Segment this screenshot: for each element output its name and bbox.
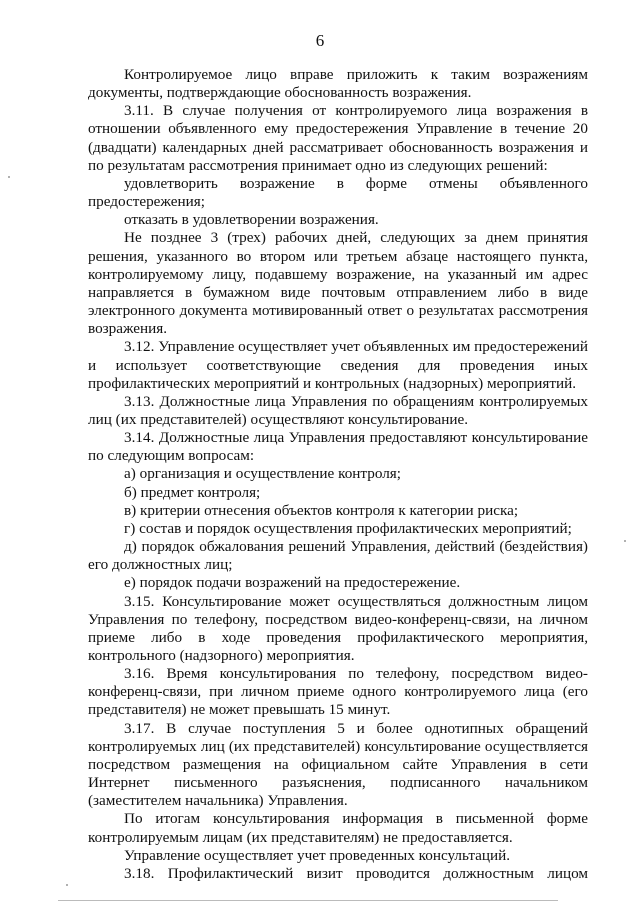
scan-speck <box>8 176 10 178</box>
paragraph: 3.15. Консультирование может осуществляться должностным лицом Управления по телефону, посредством видео-конференц-связи, на личном приеме либо в ходе проведения профилактического мероприятия, контрольного (надзорного) мероприятия. <box>88 592 588 664</box>
page-number: 6 <box>315 31 325 50</box>
scan-edge-line <box>58 900 558 901</box>
document-body <box>88 66 588 883</box>
list-item: д) порядок обжалования решений Управления, действий (бездействия) его должностных лиц; <box>88 538 588 574</box>
paragraph: Не позднее 3 (трех) рабочих дней, следующих за днем принятия решения, указанного во втором или третьем абзаце настоящего пункта, контролируемому лицу, подавшему возражение, на указанный им адрес направляется в бумажном виде почтовым отправлением либо в виде электронного документа мотивированный ответ о результатах рассмотрения возражения. <box>88 229 588 338</box>
paragraph: 3.11. В случае получения от контролируемого лица возражения в отношении объявленного ему предостережения Управление в течение 20 (двадцати) календарных дней рассматривает обоснованность возражения и по результатам рассмотрения принимает одно из следующих решений: <box>88 102 588 174</box>
list-item: а) организация и осуществление контроля; <box>124 465 402 483</box>
list-item: б) предмет контроля; <box>124 483 261 501</box>
paragraph: 3.17. В случае поступления 5 и более однотипных обращений контролируемых лиц (их представителей) консультирование осуществляется посредством размещения на официальном сайте Управления в сети Интернет письменного разъяснения, подписанного начальником (заместителем начальника) Управления. <box>88 719 588 810</box>
scan-speck <box>624 540 626 542</box>
list-item: г) состав и порядок осуществления профилактических мероприятий; <box>124 519 572 537</box>
paragraph: Управление осуществляет учет проведенных консультаций. <box>124 846 511 864</box>
paragraph: 3.12. Управление осуществляет учет объявленных им предостережений и использует соответствующие сведения для проведения иных профилактических мероприятий и контрольных (надзорных) мероприятий. <box>88 338 588 392</box>
paragraph: 3.16. Время консультирования по телефону, посредством видео-конференц-связи, при личном приеме одного контролируемого лица (его представителя) не может превышать 15 минут. <box>88 665 588 719</box>
paragraph: Контролируемое лицо вправе приложить к таким возражениям документы, подтверждающие обоснованность возражения. <box>88 66 588 102</box>
paragraph: 3.13. Должностные лица Управления по обращениям контролируемых лиц (их представителей) осуществляют консультирование. <box>88 392 588 428</box>
paragraph: 3.18. Профилактический визит проводится должностным лицом <box>124 864 588 882</box>
list-item: е) порядок подачи возражений на предостережение. <box>124 574 461 592</box>
paragraph: удовлетворить возражение в форме отмены объявленного предостережения; <box>88 174 588 211</box>
paragraph: 3.14. Должностные лица Управления предоставляют консультирование по следующим вопросам: <box>88 429 588 465</box>
list-item: в) критерии отнесения объектов контроля к категории риска; <box>124 501 519 519</box>
scan-speck <box>66 884 68 886</box>
paragraph: По итогам консультирования информация в письменной форме контролируемым лицам (их представителям) не предоставляется. <box>88 810 588 846</box>
paragraph: отказать в удовлетворении возражения. <box>124 211 379 229</box>
